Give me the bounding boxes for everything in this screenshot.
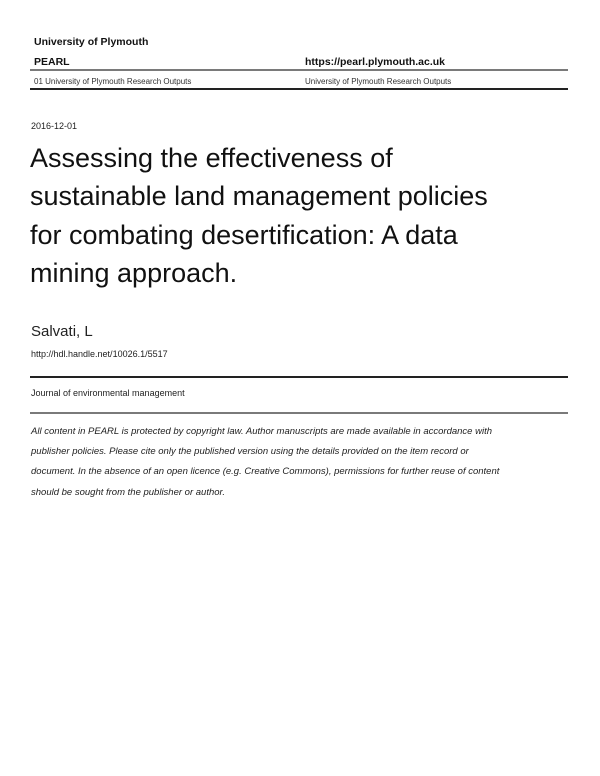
title-line: sustainable land management policies bbox=[30, 181, 488, 212]
title-line: mining approach. bbox=[30, 257, 238, 288]
notice-line: publisher policies. Please cite only the published version using the details provided on the item record or bbox=[31, 446, 469, 458]
notice-line: should be sought from the publisher or author. bbox=[31, 486, 225, 498]
journal-divider-bottom bbox=[30, 412, 568, 414]
institution-name: University of Plymouth bbox=[34, 36, 149, 48]
header-divider bbox=[30, 69, 568, 71]
collection-divider bbox=[30, 88, 568, 90]
notice-line: document. In the absence of an open licence (e.g. Creative Commons), permissions for further reuse of content bbox=[31, 466, 500, 478]
title-line: Assessing the effectiveness of bbox=[30, 143, 393, 173]
journal-divider-top bbox=[30, 376, 568, 378]
journal-name: Journal of environmental management bbox=[31, 388, 185, 398]
notice-line: All content in PEARL is protected by copyright law. Author manuscripts are made available in accordance with bbox=[31, 426, 492, 437]
repository-name: PEARL bbox=[34, 56, 70, 68]
repository-url-link[interactable]: https://pearl.plymouth.ac.uk bbox=[305, 56, 446, 68]
collection-right: University of Plymouth Research Outputs bbox=[305, 77, 452, 86]
page-title bbox=[30, 139, 550, 292]
copyright-notice bbox=[31, 422, 571, 503]
handle-link[interactable]: http://hdl.handle.net/10026.1/5517 bbox=[31, 349, 168, 359]
collection-left: 01 University of Plymouth Research Outputs bbox=[34, 77, 192, 86]
title-line: for combating desertification: A data bbox=[30, 219, 458, 250]
author-name: Salvati, L bbox=[31, 323, 93, 340]
publication-date: 2016-12-01 bbox=[31, 121, 78, 131]
